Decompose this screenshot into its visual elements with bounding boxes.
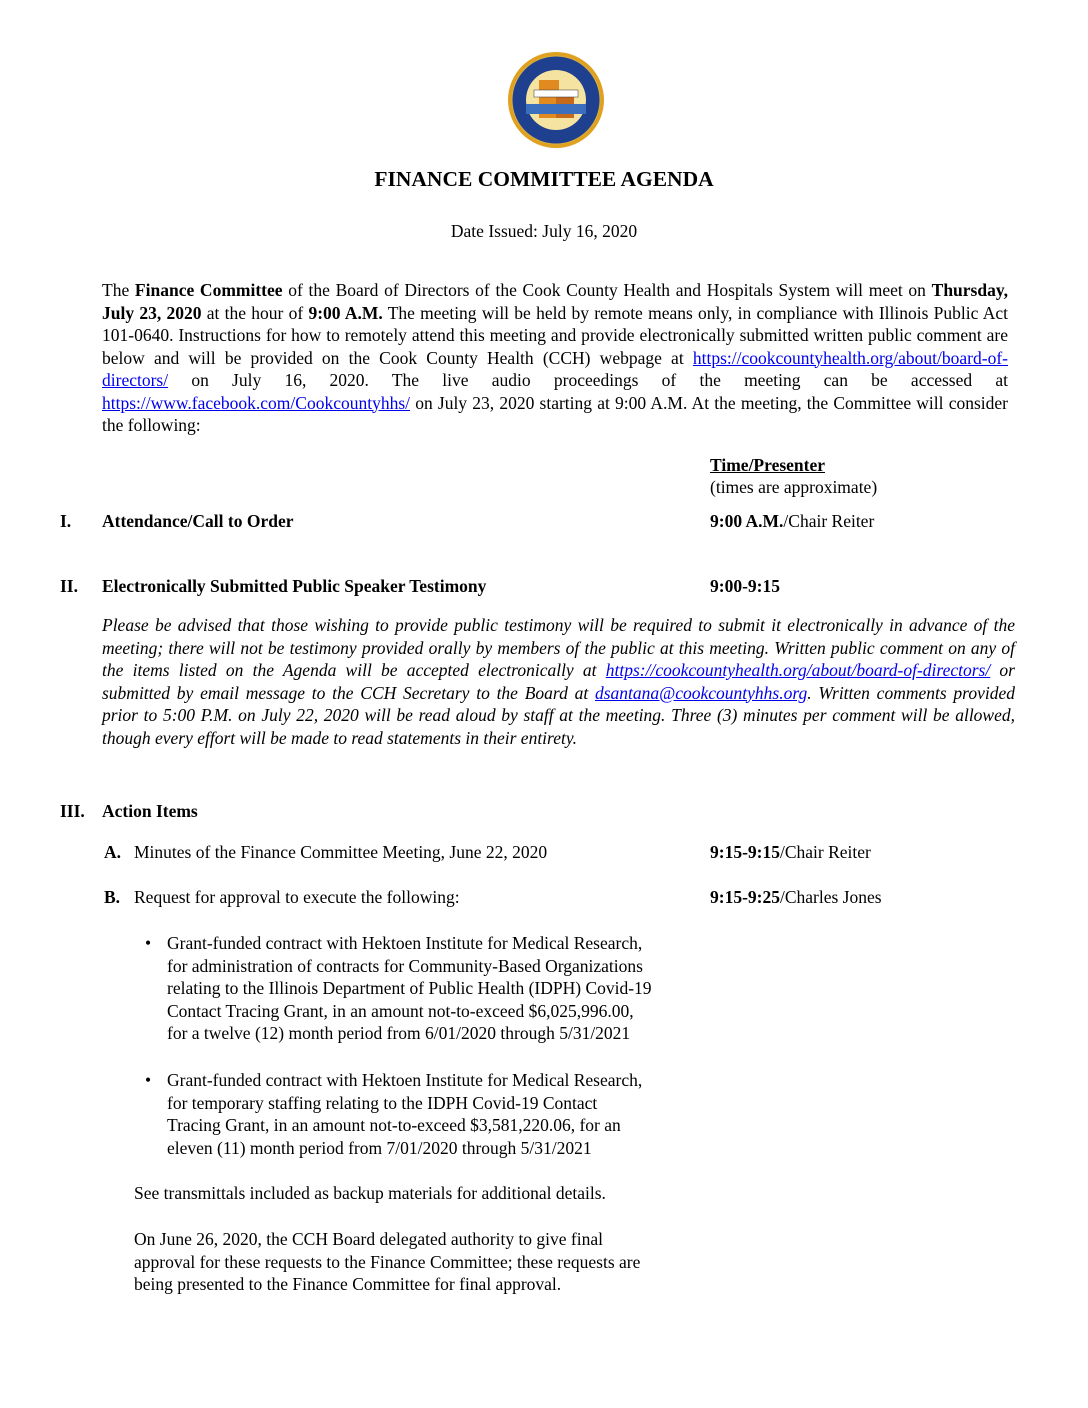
committee-name: Finance Committee — [134, 280, 283, 300]
intro-paragraph — [102, 279, 1008, 437]
time-presenter-note: (times are approximate) — [710, 477, 878, 497]
bullet-item — [167, 932, 717, 1045]
section-presenter: /Chair Reiter — [783, 511, 875, 531]
intro-text: at the hour of — [201, 302, 309, 323]
item-letter: A. — [104, 842, 122, 862]
board-directors-link[interactable]: https://cookcountyhealth.org/about/board-of-directors/ — [102, 347, 1008, 390]
bullet-line: Contact Tracing Grant, in an amount not-to-exceed $6,025,996.00, — [167, 1000, 634, 1021]
facebook-link[interactable]: https://www.facebook.com/Cookcountyhhs/ — [102, 392, 410, 413]
testimony-text: . Written comments provided prior to 5:00 P.M. on July 22, 2020 will be read aloud by staff at the meeting. Three (3) minutes per comment will be allowed, though every effort will be made to read statements in their entirety. — [102, 682, 1015, 748]
cook-county-seal — [506, 50, 606, 150]
section-title: Electronically Submitted Public Speaker Testimony — [102, 576, 487, 596]
intro-text: The meeting will be held by remote means only, in compliance with Illinois Public Act 101-0640. Instructions for how to remotely attend this meeting and provide electronically submitted written public comment are below and will be provided on the Cook County Health (CCH) webpage at — [102, 302, 1008, 368]
board-directors-link[interactable]: https://cookcountyhealth.org/about/board-of-directors/ — [605, 660, 991, 680]
item-letter: B. — [104, 887, 121, 907]
section-number: III. — [60, 801, 85, 821]
intro-text: of the Board of Directors of the Cook County Health and Hospitals System will meet on — [282, 280, 932, 300]
section-title: Attendance/Call to Order — [102, 511, 294, 531]
bullet-line: for temporary staffing relating to the IDPH Covid-19 Contact — [167, 1092, 598, 1113]
item-presenter: /Charles Jones — [779, 887, 882, 907]
seal-icon — [506, 50, 606, 150]
intro-text: The — [102, 280, 135, 300]
section-number: II. — [60, 576, 78, 596]
date-issued: Date Issued: July 16, 2020 — [450, 221, 638, 241]
bullet-icon: • — [145, 933, 152, 953]
testimony-text: or submitted by email message to the CCH Secretary to the Board at — [102, 660, 1015, 703]
bullet-line: relating to the Illinois Department of Public Health (IDPH) Covid-19 — [167, 978, 652, 998]
section-time: 9:00-9:15 — [710, 576, 780, 596]
meeting-date: Thursday, July 23, 2020 — [102, 280, 1008, 323]
bullet-line: Grant-funded contract with Hektoen Institute for Medical Research, — [167, 1070, 643, 1090]
section-number: I. — [60, 511, 72, 531]
meeting-time: 9:00 A.M. — [308, 302, 383, 323]
note-line: On June 26, 2020, the CCH Board delegated authority to give final — [134, 1229, 604, 1249]
item-text: Minutes of the Finance Committee Meeting, June 22, 2020 — [134, 842, 548, 862]
bullet-icon: • — [145, 1070, 152, 1090]
note-line: approval for these requests to the Finance Committee; these requests are — [134, 1251, 641, 1272]
section-time-presenter — [710, 510, 874, 533]
testimony-instructions — [102, 614, 1015, 749]
item-time: 9:15-9:15 — [710, 842, 780, 862]
item-time-presenter — [710, 886, 882, 909]
section-title: Action Items — [102, 801, 198, 821]
transmittals-note: See transmittals included as backup materials for additional details. — [134, 1183, 606, 1203]
delegation-note — [134, 1228, 714, 1296]
intro-text: on July 23, 2020 starting at 9:00 A.M. At the meeting, the Committee will consider the following: — [102, 392, 1008, 435]
item-text: Request for approval to execute the following: — [134, 887, 460, 907]
time-presenter-heading: Time/Presenter — [710, 455, 826, 475]
bullet-line: eleven (11) month period from 7/01/2020 through 5/31/2021 — [167, 1137, 592, 1158]
item-time: 9:15-9:25 — [710, 887, 780, 907]
section-time: 9:00 A.M. — [710, 511, 784, 531]
bullet-item — [167, 1069, 717, 1159]
secretary-email-link[interactable]: dsantana@cookcountyhhs.org — [594, 682, 808, 703]
bullet-line: for administration of contracts for Community-Based Organizations — [167, 955, 643, 976]
testimony-text: Please be advised that those wishing to provide public testimony will be required to submit it electronically in advance of the meeting; there will not be testimony provided orally by members of the public at this meeting. Written public comment on any of the items listed on the Agenda will be accepted electronically at — [102, 615, 1015, 680]
bullet-line: Tracing Grant, in an amount not-to-exceed $3,581,220.06, for an — [167, 1115, 621, 1135]
item-time-presenter — [710, 841, 871, 864]
bullet-line: Grant-funded contract with Hektoen Institute for Medical Research, — [167, 933, 643, 953]
note-line: being presented to the Finance Committee for final approval. — [134, 1274, 562, 1294]
item-presenter: /Chair Reiter — [779, 842, 871, 862]
page-title: FINANCE COMMITTEE AGENDA — [374, 167, 714, 191]
intro-text: on July 16, 2020. The live audio proceedings of the meeting can be accessed at — [168, 370, 1008, 390]
bullet-line: for a twelve (12) month period from 6/01/2020 through 5/31/2021 — [167, 1023, 631, 1043]
